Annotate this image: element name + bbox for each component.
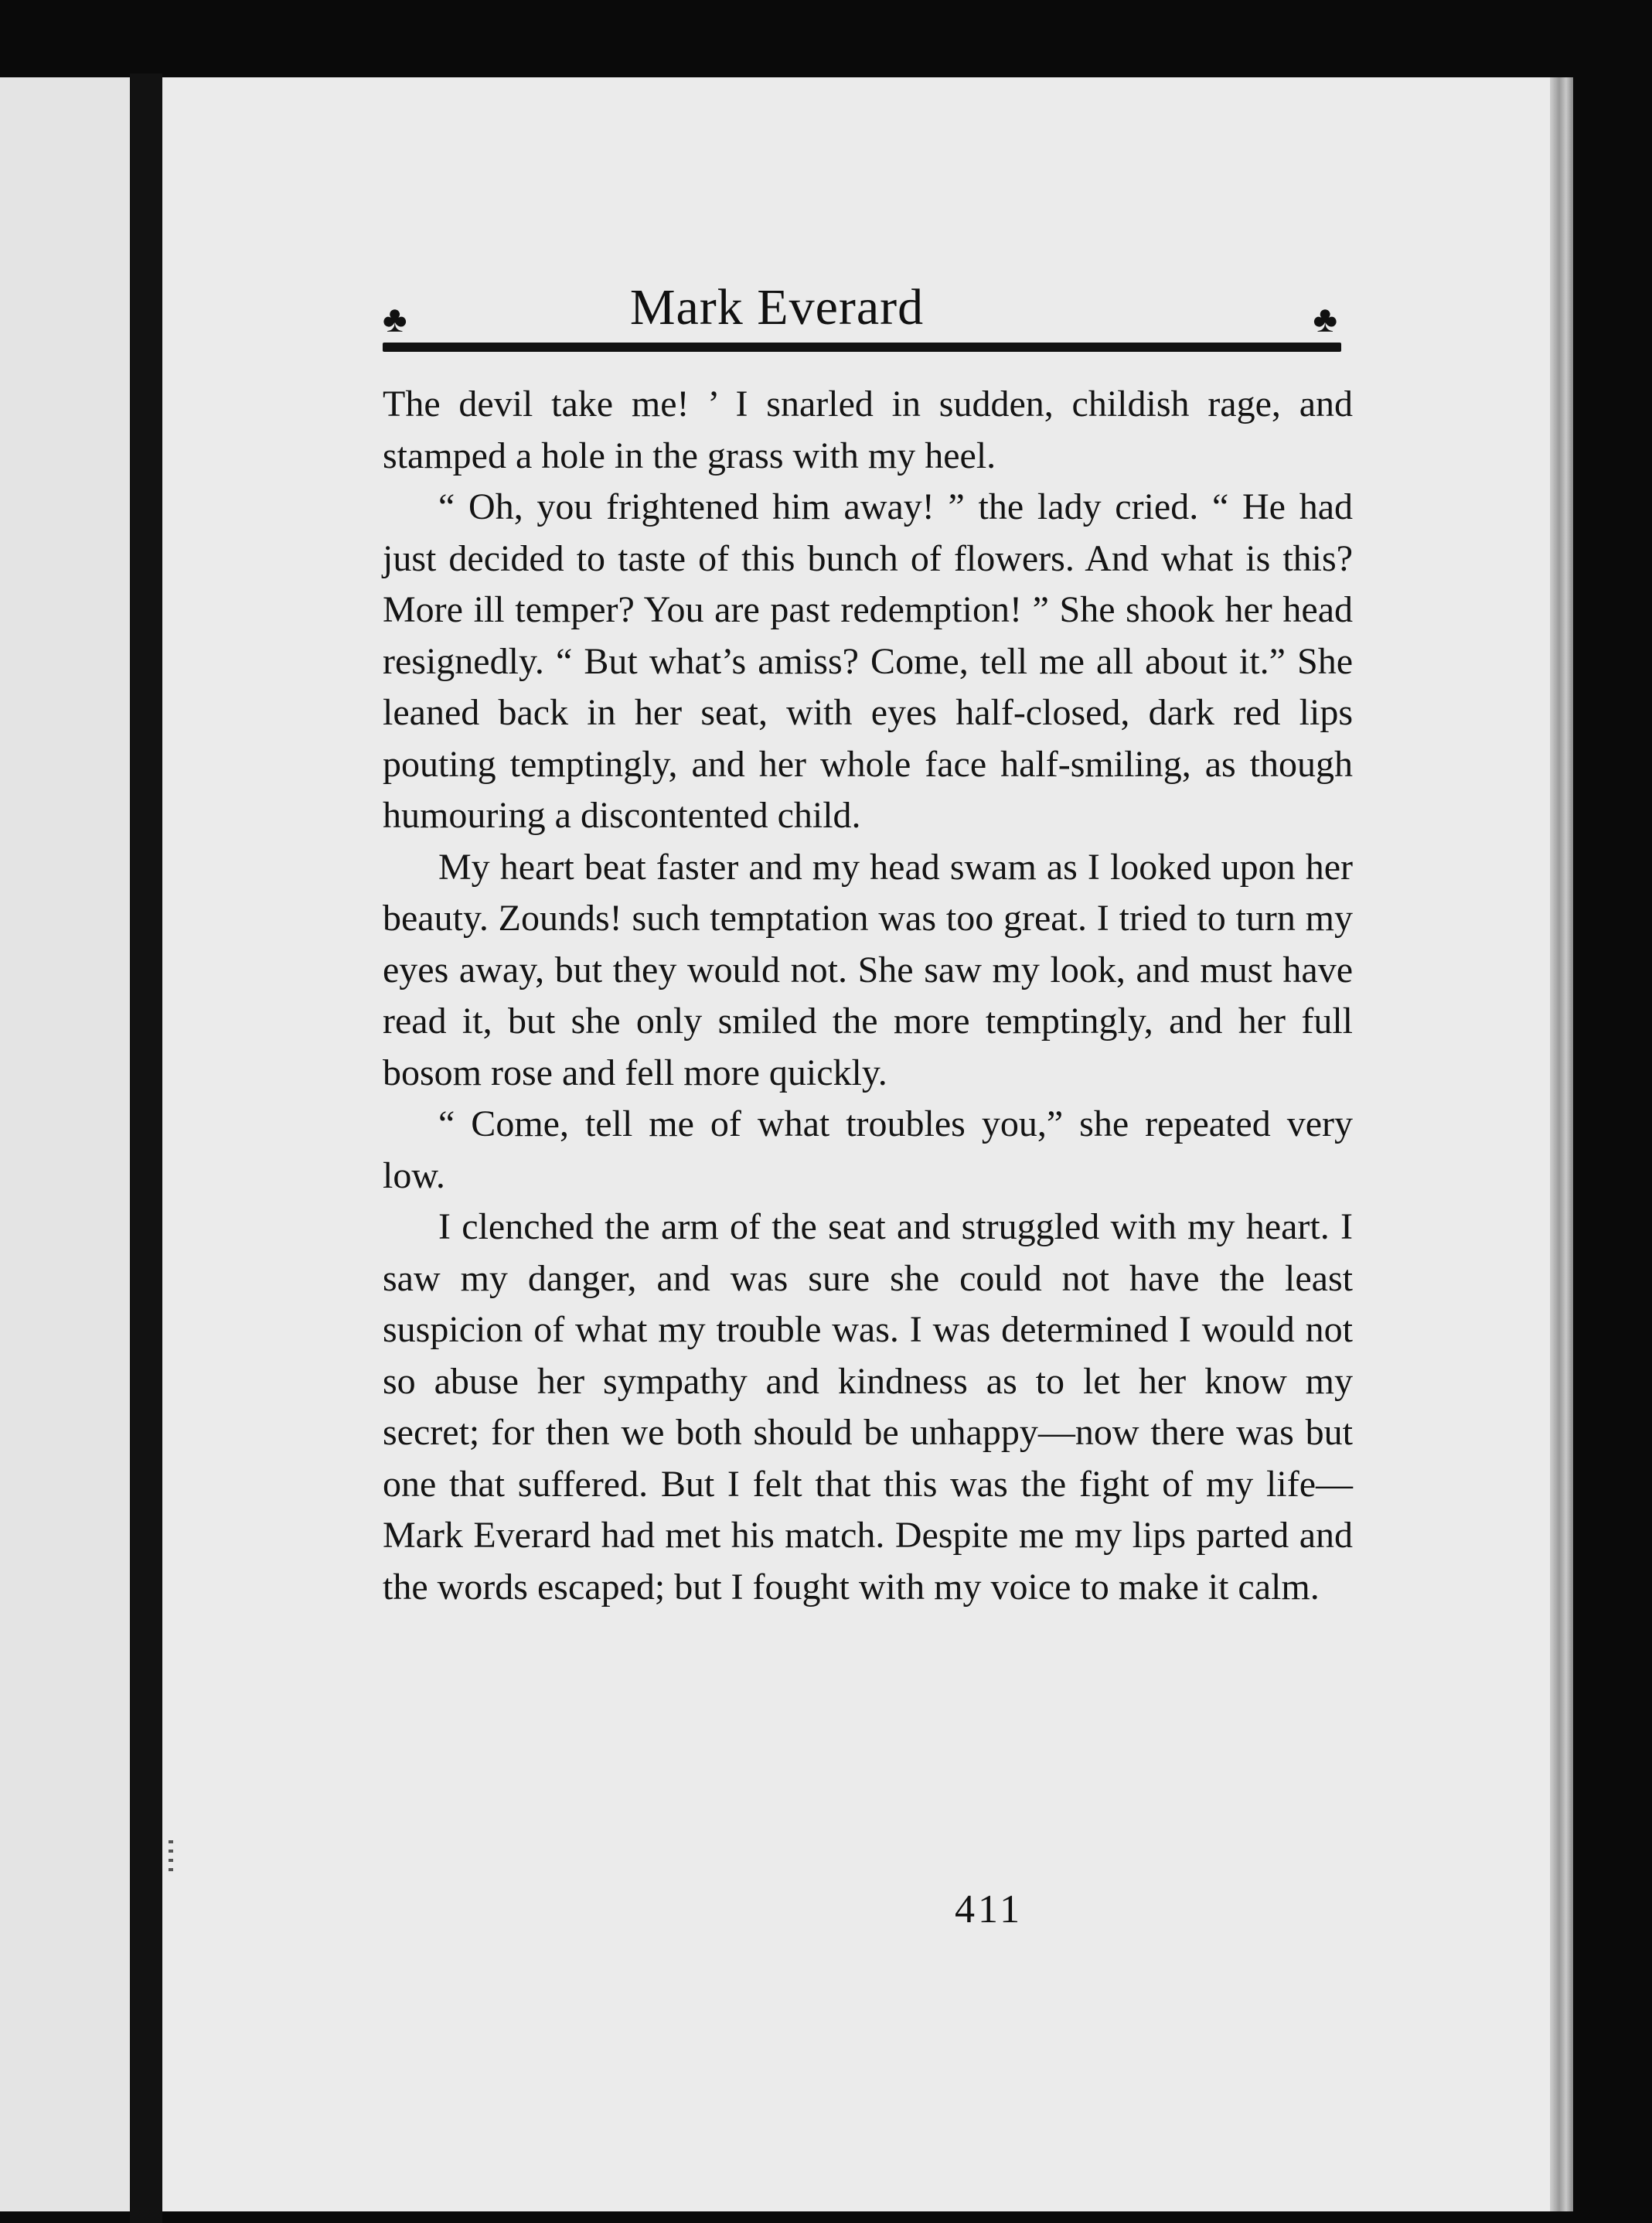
running-head-title: Mark Everard [629, 279, 925, 336]
paragraph: The devil take me! ’ I snarled in sudden, childish rage, and stamped a hole in the grass with my heel. [383, 384, 1353, 476]
facing-page-edge [0, 77, 131, 2211]
page-number: 411 [955, 1887, 1024, 1931]
scan-specks [169, 1840, 173, 1871]
club-ornament-icon: ♣ [1313, 299, 1337, 340]
paragraph: My heart beat faster and my head swam as I looked upon her beauty. Zounds! such temptation was too great. I tried to turn my eyes away, but they would not. She saw my look, and must have read it, but she only smiled the more temptingly, and her full bosom rose and fell more quickly. [383, 846, 1353, 1093]
body-text [383, 379, 1353, 1613]
paragraph: “ Oh, you frightened him away! ” the lady cried. “ He had just decided to taste of this bunch of flowers. And what is this? More ill temper? You are past redemption! ” She shook her head resignedly. “ But what’s amiss? Come, tell me all about it.” She leaned back in her seat, with eyes half-closed, dark red lips pouting temptingly, and her whole face half-smiling, as though humouring a discontented child. [383, 486, 1353, 836]
book-gutter [130, 73, 162, 2223]
page-fore-edge [1550, 77, 1573, 2211]
club-ornament-icon: ♣ [383, 299, 407, 340]
header-rule [383, 343, 1341, 352]
paragraph: “ Come, tell me of what troubles you,” she repeated very low. [383, 1103, 1353, 1196]
paragraph: I clenched the arm of the seat and struggled with my heart. I saw my danger, and was sure she could not have the least suspicion of what my trouble was. I was determined I would not so abuse her sympathy and kindness as to let her know my secret; for then we both should be unhappy—now there was but one that suffered. But I felt that this was the fight of my life—Mark Everard had met his match. Despite me my lips parted and the words escaped; but I fought with my voice to make it calm. [383, 1206, 1353, 1608]
